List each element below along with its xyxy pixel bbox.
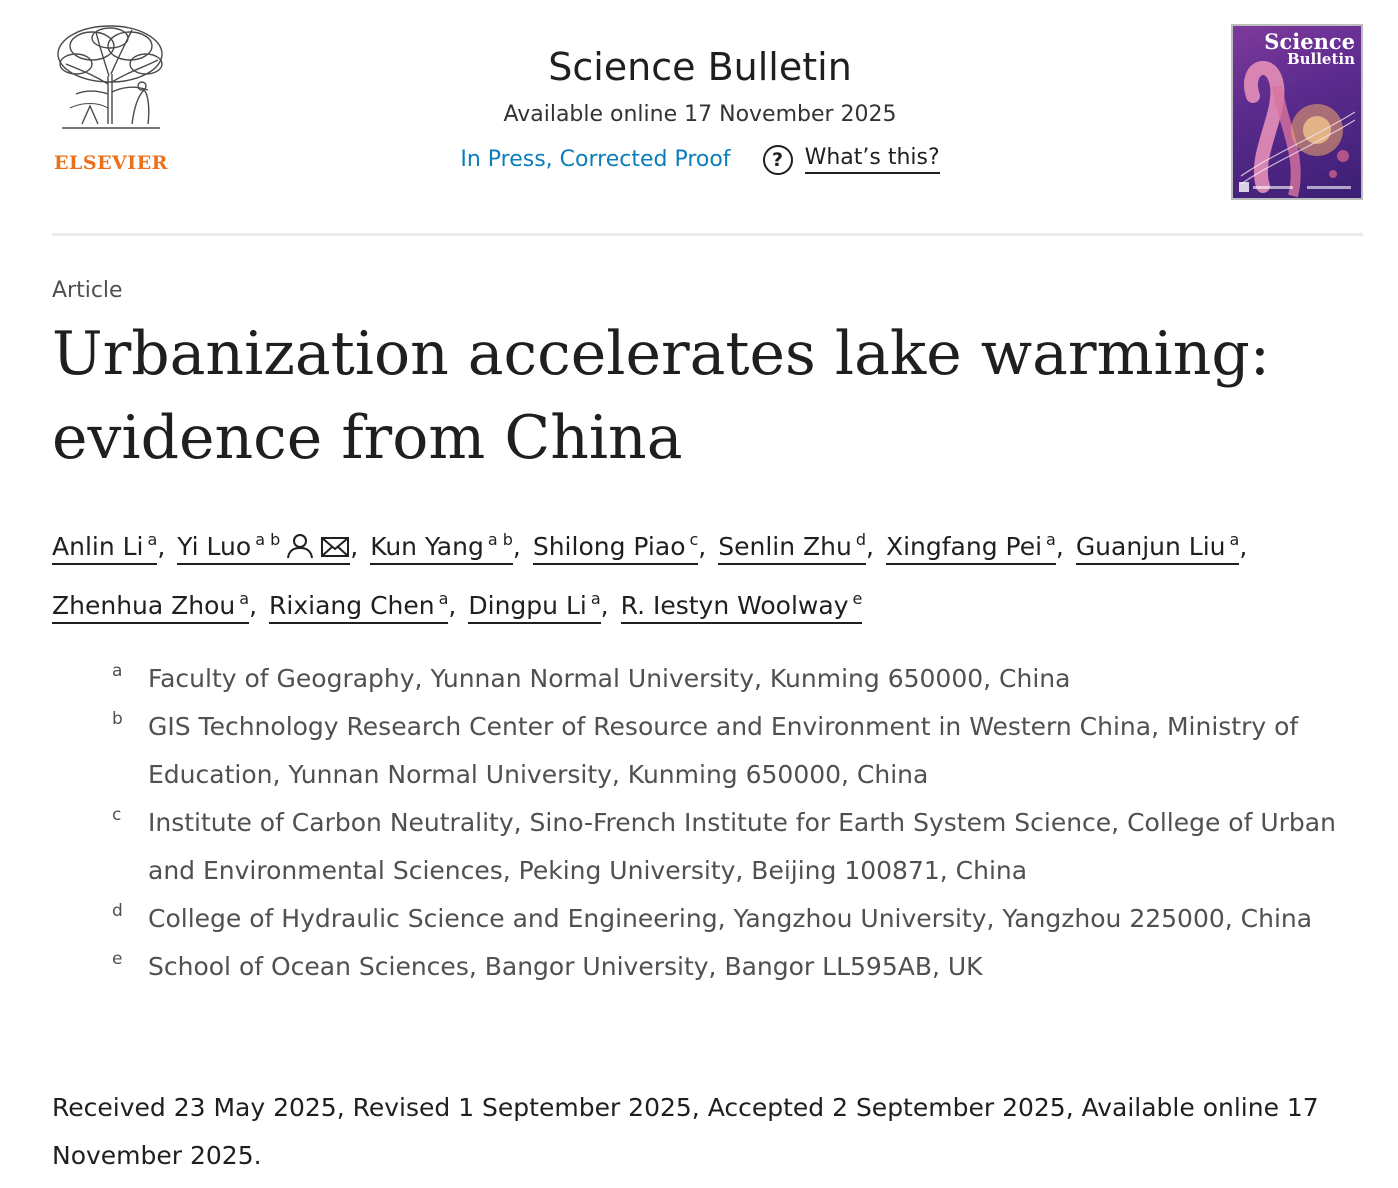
available-online-date: Available online 17 November 2025: [503, 101, 897, 127]
author-link[interactable]: [52, 532, 157, 565]
author-link[interactable]: [177, 532, 350, 565]
affiliation-item: [112, 895, 1352, 943]
author-list: [52, 516, 1372, 630]
affiliation-text: Faculty of Geography, Yunnan Normal University, Kunming 650000, China: [148, 664, 1071, 693]
author-link[interactable]: [468, 591, 600, 624]
author-link[interactable]: [370, 532, 513, 565]
author-affiliation-sup: a: [590, 589, 601, 608]
journal-title-link[interactable]: Science Bulletin: [548, 45, 852, 89]
author-affiliation-sup: a: [1229, 530, 1240, 549]
author-affiliation-sup: a: [438, 589, 449, 608]
journal-info: [382, 46, 1018, 175]
journal-cover-image[interactable]: [1231, 24, 1363, 200]
author-affiliation-sup: a b: [487, 530, 513, 549]
affiliation-item: [112, 943, 1352, 991]
cover-title: [1264, 29, 1355, 68]
question-circle-icon: ?: [763, 145, 793, 175]
affiliation-item: [112, 703, 1352, 799]
elsevier-wordmark: ELSEVIER: [54, 152, 168, 174]
elsevier-logo[interactable]: [52, 24, 170, 174]
author-separator: ,: [350, 532, 359, 561]
author-name: R. Iestyn Woolway: [620, 591, 849, 620]
affiliation-label: b: [112, 709, 123, 729]
affiliation-label: e: [112, 949, 123, 969]
elsevier-tree-icon: [52, 24, 170, 132]
affiliation-label: a: [112, 661, 123, 681]
article-type-label: Article: [52, 278, 123, 303]
article-page: [52, 0, 1363, 1188]
envelope-icon: [320, 527, 350, 575]
author-separator: ,: [512, 532, 521, 561]
affiliation-list: [112, 655, 1352, 991]
whats-this-label: What’s this?: [805, 145, 940, 174]
author-separator: ,: [249, 591, 258, 620]
author-affiliation-sup: a: [239, 589, 250, 608]
author-affiliation-sup: d: [855, 530, 866, 549]
author-link[interactable]: [886, 532, 1056, 565]
affiliation-label: c: [112, 805, 122, 825]
author-separator: ,: [1055, 532, 1064, 561]
author-name: Xingfang Pei: [885, 532, 1043, 561]
author-name: Anlin Li: [52, 532, 144, 561]
author-name: Dingpu Li: [468, 591, 587, 620]
affiliation-text: Institute of Carbon Neutrality, Sino-French Institute for Earth System Science, College of Urban and Environmental Sciences, Peking University, Beijing 100871, China: [148, 808, 1336, 885]
author-name: Yi Luo: [177, 532, 252, 561]
author-affiliation-sup: a b: [255, 530, 281, 549]
author-affiliation-sup: e: [852, 589, 863, 608]
author-affiliation-sup: c: [689, 530, 699, 549]
author-name: Rixiang Chen: [269, 591, 435, 620]
author-name: Zhenhua Zhou: [52, 591, 236, 620]
author-separator: ,: [866, 532, 874, 561]
author-name: Guanjun Liu: [1075, 532, 1226, 561]
affiliation-text: GIS Technology Research Center of Resource and Environment in Western China, Ministry of Education, Yunnan Normal University, Kunming 650000, China: [148, 712, 1299, 789]
author-link[interactable]: [1076, 532, 1240, 565]
affiliation-item: [112, 655, 1352, 703]
author-name: Shilong Piao: [532, 532, 686, 561]
article-status-row: [382, 145, 1018, 175]
author-name: Kun Yang: [370, 532, 484, 561]
author-separator: ,: [600, 591, 609, 620]
affiliation-text: School of Ocean Sciences, Bangor University, Bangor LL595AB, UK: [148, 952, 983, 981]
affiliation-label: d: [112, 901, 123, 921]
person-icon: [286, 527, 314, 575]
affiliation-item: [112, 799, 1352, 895]
in-press-link[interactable]: In Press, Corrected Proof: [460, 147, 731, 173]
author-affiliation-sup: a: [1046, 530, 1056, 549]
author-name: Senlin Zhu: [718, 532, 852, 561]
whats-this-button[interactable]: [763, 145, 940, 175]
author-separator: ,: [698, 532, 707, 561]
author-separator: ,: [157, 532, 166, 561]
author-link[interactable]: [52, 591, 249, 624]
article-history: Received 23 May 2025, Revised 1 September 2025, Accepted 2 September 2025, Available online 17 November 2025.: [52, 1093, 1319, 1170]
cover-title-line-2: Bulletin: [1286, 49, 1355, 68]
article-title: Urbanization accelerates lake warming: evidence from China: [52, 319, 1270, 473]
author-affiliation-sup: a: [147, 530, 158, 549]
cover-title-line-1: Science: [1264, 29, 1355, 54]
author-separator: ,: [448, 591, 457, 620]
author-link[interactable]: [621, 591, 863, 624]
author-link[interactable]: [533, 532, 698, 565]
article-header: [52, 0, 1363, 236]
author-link[interactable]: [718, 532, 866, 565]
affiliation-text: College of Hydraulic Science and Engineering, Yangzhou University, Yangzhou 225000, China: [148, 904, 1313, 933]
author-separator: ,: [1239, 532, 1248, 561]
author-link[interactable]: [269, 591, 448, 624]
